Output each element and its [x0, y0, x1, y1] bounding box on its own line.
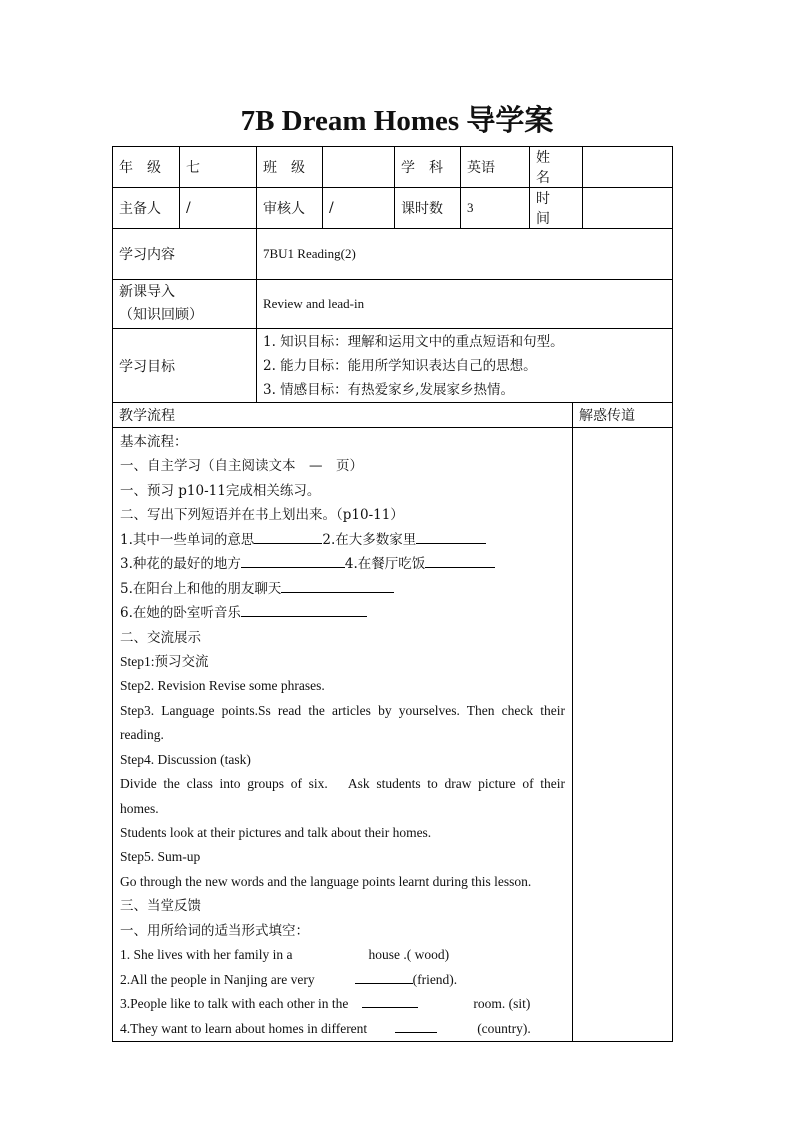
flow-feedback-heading: 三、当堂反馈: [120, 898, 201, 915]
exercise-4-blank[interactable]: [395, 1018, 437, 1033]
phrase-line-4: [120, 601, 565, 625]
exercise-3-hint: room. (sit): [473, 996, 531, 1012]
flow-header: 教学流程: [113, 403, 573, 428]
class-value[interactable]: [323, 147, 395, 188]
preparer-label: 主备人: [113, 188, 180, 229]
exercise-1-hint: house .( wood): [368, 947, 450, 963]
lead-in-label: [113, 280, 257, 329]
flow-write-phrases: 二、写出下列短语并在书上划出来。（p10-11）: [120, 507, 404, 524]
phrase-4-text: 4.在餐厅吃饭: [344, 556, 426, 573]
name-value[interactable]: [583, 147, 673, 188]
document-title: 7B Dream Homes 导学案: [240, 105, 554, 137]
phrase-3-text: 3.种花的最好的地方: [120, 556, 241, 573]
phrase-line-2: [120, 552, 565, 576]
phrase-3-blank[interactable]: [241, 553, 345, 568]
hours-label: 课时数: [395, 188, 461, 229]
lesson-plan-table: [112, 146, 673, 1042]
phrase-6-blank[interactable]: [241, 602, 367, 617]
grade-label: 年 级: [113, 147, 180, 188]
notes-column: [573, 428, 673, 1042]
content-value: 7BU1 Reading(2): [257, 229, 673, 280]
flow-step5-detail: Go through the new words and the language points learnt during this lesson.: [120, 873, 532, 889]
exercise-3-blank[interactable]: [362, 993, 418, 1008]
name-label: 姓 名: [530, 147, 583, 188]
phrase-2-text: 2.在大多数家里: [322, 531, 417, 548]
phrase-5-blank[interactable]: [281, 578, 394, 593]
exercise-2-text: 2.All the people in Nanjing are very: [120, 971, 315, 987]
phrase-5-text: 5.在阳台上和他的朋友聊天: [120, 580, 282, 597]
reviewer-label: 审核人: [257, 188, 323, 229]
lead-in-value: Review and lead-in: [257, 280, 673, 329]
exercise-2-hint: (friend).: [412, 971, 458, 987]
phrase-1-blank[interactable]: [254, 529, 322, 544]
flow-step3-cont: reading.: [120, 727, 164, 743]
goals-list: [257, 329, 673, 403]
subject-label: 学 科: [395, 147, 461, 188]
flow-preview: 一、预习 p10-11完成相关练习。: [120, 482, 321, 499]
phrase-4-blank[interactable]: [425, 553, 495, 568]
preparer-value: /: [180, 188, 257, 229]
content-label: 学习内容: [113, 229, 257, 280]
goals-label: 学习目标: [113, 329, 257, 403]
flow-fill-instruction: 一、用所给词的适当形式填空：: [120, 922, 309, 939]
exercise-4-hint: (country).: [477, 1020, 531, 1036]
phrase-line-1: [120, 528, 565, 552]
exercise-4: [120, 1017, 565, 1041]
reviewer-value: /: [323, 188, 395, 229]
class-label: 班 级: [257, 147, 323, 188]
lead-in-label-line1: 新课导入: [119, 284, 175, 300]
exercise-1-text: 1. She lives with her family in a: [120, 947, 293, 963]
flow-step5: Step5. Sum-up: [120, 849, 201, 865]
teaching-flow: [113, 428, 573, 1042]
flow-step2: Step2. Revision Revise some phrases.: [120, 678, 325, 694]
exercise-4-text: 4.They want to learn about homes in different: [120, 1020, 368, 1036]
flow-exchange-heading: 二、交流展示: [120, 629, 201, 646]
exercise-3-text: 3.People like to talk with each other in the: [120, 996, 349, 1012]
time-value[interactable]: [583, 188, 673, 229]
hours-value: 3: [461, 188, 530, 229]
flow-step4: Step4. Discussion (task): [120, 751, 251, 767]
phrase-line-3: [120, 577, 565, 601]
goal-item-emotion: 3. 情感目标：有热爱家乡,发展家乡热情。: [263, 382, 514, 398]
flow-step3: Step3. Language points.Ss read the articles by yourselves. Then check their: [120, 702, 565, 718]
exercise-3: [120, 992, 565, 1016]
flow-step4-detail: Divide the class into groups of six. Ask students to draw picture of their: [120, 776, 565, 792]
flow-step4-detail-cont: homes.: [120, 800, 159, 816]
notes-header: 解惑传道: [573, 403, 673, 428]
exercise-2: [120, 968, 565, 992]
flow-self-study: 一、自主学习（自主阅读文本 — 页）: [120, 458, 363, 475]
phrase-1-text: 1.其中一些单词的意思: [120, 531, 255, 548]
goal-item-knowledge: 1. 知识目标：理解和运用文中的重点短语和句型。: [263, 334, 564, 350]
flow-basic-label: 基本流程：: [120, 434, 188, 450]
time-label: 时 间: [530, 188, 583, 229]
exercise-1: [120, 943, 565, 967]
phrase-6-text: 6.在她的卧室听音乐: [120, 605, 241, 622]
flow-step1: Step1:预习交流: [120, 653, 209, 669]
lead-in-label-line2: （知识回顾）: [119, 307, 203, 323]
grade-value: 七: [180, 147, 257, 188]
goal-item-ability: 2. 能力目标：能用所学知识表达自己的思想。: [263, 358, 537, 374]
exercise-2-blank[interactable]: [355, 969, 413, 984]
subject-value: 英语: [461, 147, 530, 188]
phrase-2-blank[interactable]: [416, 529, 486, 544]
flow-step4-talk: Students look at their pictures and talk about their homes.: [120, 825, 432, 840]
